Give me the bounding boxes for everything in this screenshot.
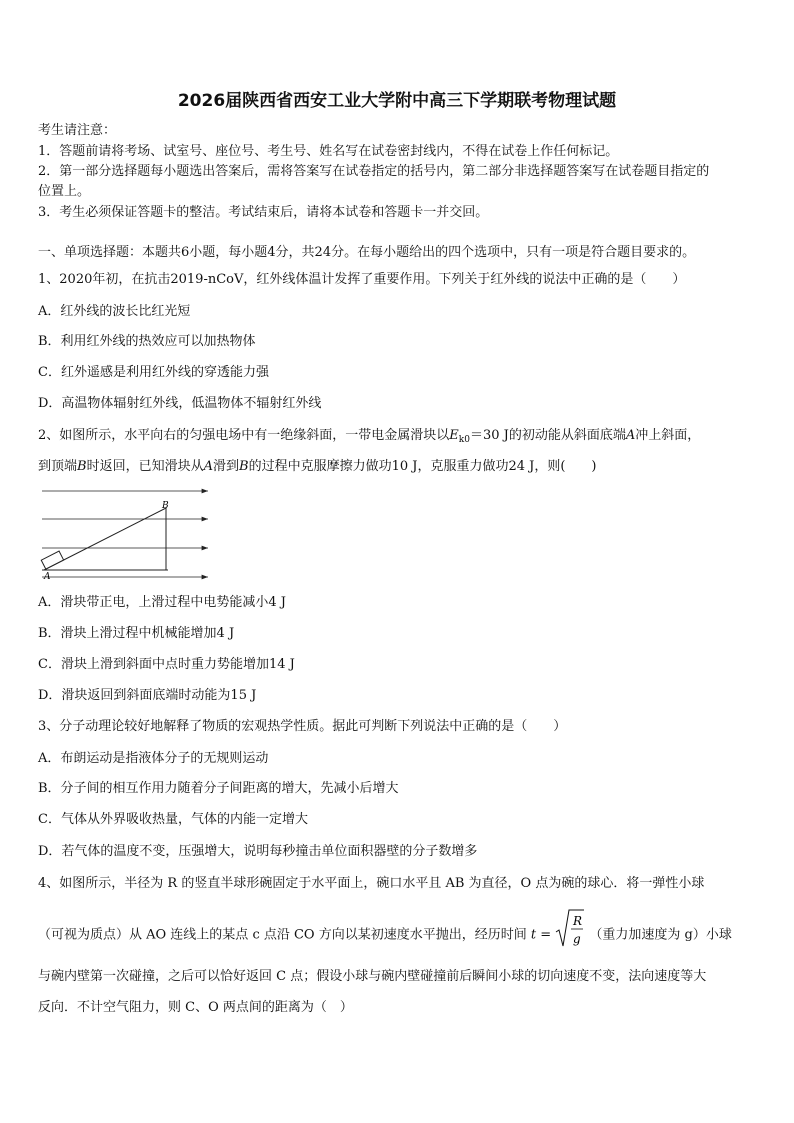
q2-line2-a: 到顶端: [38, 459, 78, 474]
q1-option-a: A．红外线的波长比红光短: [38, 304, 191, 319]
q2-line2-b: 时返回，已知滑块从: [86, 459, 204, 474]
notice-heading: 考生请注意：: [38, 123, 117, 138]
point-b-label: B: [77, 459, 87, 474]
q2-stem-a: 2、如图所示，水平向右的匀强电场中有一绝缘斜面，一带电金属滑块以: [38, 428, 450, 443]
notice-item-2: 2．第一部分选择题每小题选出答案后，需将答案写在试卷指定的括号内，第二部分非选择题答案写在试卷题目指定的: [38, 164, 710, 179]
q2-option-b: B．滑块上滑过程中机械能增加4 J: [38, 626, 235, 641]
q3-option-c: C．气体从外界吸收热量，气体的内能一定增大: [38, 812, 308, 827]
section-heading: 一、单项选择题：本题共6小题，每小题4分，共24分。在每小题给出的四个选项中，只有一项是符合题目要求的。: [38, 245, 696, 260]
q4-line4: 反向．不计空气阻力，则 C、O 两点间的距离为（ ）: [38, 1000, 353, 1015]
diagram-label-a: A: [44, 572, 51, 582]
point-a-label: A: [625, 428, 636, 443]
q3-option-d: D．若气体的温度不变，压强增大，说明每秒撞击单位面积器壁的分子数增多: [38, 844, 478, 859]
q1-option-c: C．红外遥感是利用红外线的穿透能力强: [38, 365, 269, 380]
ek-subscript: k0: [458, 435, 470, 445]
q2-stem-line1: [38, 427, 700, 449]
q4-line2-b: （重力加速度为 g）小球: [589, 927, 732, 943]
notice-item-2-cont: 位置上。: [38, 184, 91, 199]
exam-title: 2026届陕西省西安工业大学附中高三下学期联考物理试题: [177, 91, 617, 111]
point-a-label-2: A: [203, 459, 213, 474]
point-b-label-2: B: [239, 459, 249, 474]
q2-stem-c: 冲上斜面，: [635, 428, 701, 443]
q4-line2-a: （可视为质点）从 AO 连线上的某点 c 点沿 CO 方向以某初速度水平抛出，经历时间: [38, 927, 527, 943]
q2-stem-b: ＝30 J的初动能从斜面底端: [469, 428, 626, 443]
notice-item-1: 1．答题前请将考场、试室号、座位号、考生号、姓名写在试卷密封线内，不得在试卷上作任何标记。: [38, 144, 619, 159]
q2-option-a: A．滑块带正电，上滑过程中电势能减小4 J: [38, 595, 287, 610]
frac-denominator: g: [573, 932, 581, 946]
q2-stem-line2: [38, 458, 596, 475]
frac-numerator: R: [573, 914, 583, 928]
ek-symbol: E: [449, 428, 459, 443]
q1-stem: 1、2020年初，在抗击2019-nCoV，红外线体温计发挥了重要作用。下列关于红外线的说法中正确的是（ ）: [38, 272, 686, 287]
q2-option-c: C．滑块上滑到斜面中点时重力势能增加14 J: [38, 657, 295, 672]
q3-option-a: A．布朗运动是指液体分子的无规则运动: [38, 751, 269, 766]
q1-option-d: D．高温物体辐射红外线，低温物体不辐射红外线: [38, 396, 322, 411]
q4-line1: 4、如图所示，半径为 R 的竖直半球形碗固定于水平面上，碗口水平且 AB 为直径，O 点为碗的球心．将一弹性小球: [38, 876, 705, 891]
q2-line2-c: 滑到: [212, 459, 239, 474]
diagram-label-b: B: [162, 501, 169, 511]
q1-option-b: B．利用红外线的热效应可以加热物体: [38, 334, 256, 349]
incline-field-diagram: [38, 482, 218, 582]
q4-line2: [38, 914, 732, 950]
q4-line3: 与碗内壁第一次碰撞，之后可以恰好返回 C 点；假设小球与碗内壁碰撞前后瞬间小球的切向速度不变，法向速度等大: [38, 969, 707, 984]
q2-line2-d: 的过程中克服摩擦力做功10 J，克服重力做功24 J，则( ): [248, 459, 597, 474]
t-expression: t =: [530, 927, 552, 943]
q3-stem: 3、分子动理论较好地解释了物质的宏观热学性质。据此可判断下列说法中正确的是（ ）: [38, 719, 567, 734]
slider-block: [41, 551, 63, 569]
notice-item-3: 3．考生必须保证答题卡的整洁。考试结束后，请将本试卷和答题卡一并交回。: [38, 205, 489, 220]
q2-option-d: D．滑块返回到斜面底端时动能为15 J: [38, 688, 257, 703]
q3-option-b: B．分子间的相互作用力随着分子间距离的增大，先减小后增大: [38, 781, 399, 796]
sqrt-r-over-g-formula: [555, 908, 585, 950]
